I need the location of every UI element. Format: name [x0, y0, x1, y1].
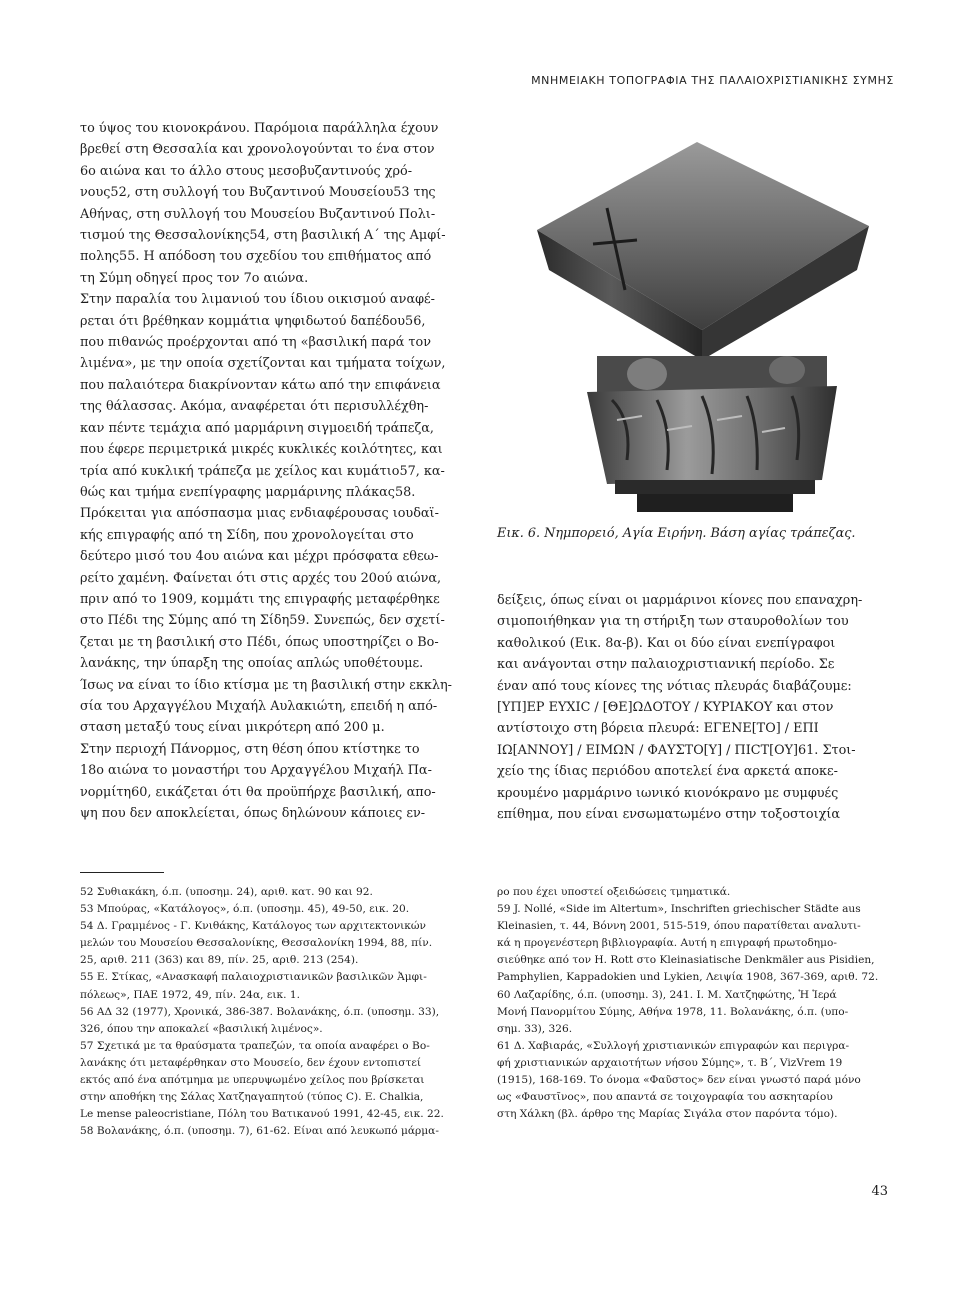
body-line: στο Πέδι της Σύμης από τη Σίδη59. Συνεπώς, δεν σχετί- [80, 613, 445, 629]
footnote-line: ρο που έχει υποστεί οξειδώσεις τμηματικά. [497, 886, 731, 898]
body-line: που παλαιότερα διακρίνονταν κάτω από την επιφάνεια [80, 377, 441, 393]
body-line: πολης55. Η απόδοση του σχεδίου του επιθήματος από [80, 249, 432, 265]
body-line: κής επιγραφής από τη Σίδη, που χρονολογείται στο [80, 527, 414, 543]
footnote-line: 58 Βολανάκης, ό.π. (υποσημ. 7), 61-62. Είναι από λευκωπό μάρμα- [80, 1125, 439, 1138]
page-number: 43 [871, 1184, 888, 1199]
footnote-line: 59 J. Nollé, «Side im Altertum», Inschriften griechischer Städte aus [497, 903, 861, 916]
footnote-line: 52 Συθιακάκη, ό.π. (υποσημ. 24), αριθ. κατ. 90 και 92. [80, 886, 373, 898]
body-line: Πρόκειται για απόσπασμα μιας ενδιαφέρουσας ιουδαϊ- [80, 506, 439, 522]
footnote-divider [80, 872, 164, 873]
body-line: Στην περιοχή Πάνορμος, στη θέση όπου κτίστηκε το [80, 741, 420, 757]
footnote-line: πόλεως», ΠΑΕ 1972, 49, πίν. 24α, εικ. 1. [80, 988, 300, 1001]
footnote-line: φή χριστιανικών αρχαιοτήτων νήσου Σύμης», τ. Β΄, VizVrem 19 [497, 1056, 843, 1069]
body-line: δείξεις, όπως είναι οι μαρμάρινοι κίονες που επαναχρη- [497, 593, 863, 608]
body-line: χείο της ίδιας περιόδου αποτελεί ένα αρκετά αποκε- [497, 764, 839, 780]
capital-illustration [497, 120, 887, 512]
body-text-right-column [497, 590, 887, 825]
running-header: ΜΝΗΜΕΙΑΚΗ ΤΟΠΟΓΡΑΦΙΑ ΤΗΣ ΠΑΛΑΙΟΧΡΙΣΤΙΑΝΙΚΗΣ ΣΥΜΗΣ [531, 74, 894, 87]
footnote-line: 55 Ε. Στίκας, «Ανασκαφή παλαιοχριστιανικῶν βασιλικῶν Ἀμφι- [80, 971, 427, 984]
body-line: αντίστοιχο στη βόρεια πλευρά: ΕΓΕΝΕ[ΤΟ] / ΕΠΙ [497, 721, 819, 737]
body-line: ψη που δεν αποκλείεται, όπως δηλώνουν κάποιες εν- [80, 806, 426, 821]
body-line: καν πέντε τεμάχια από μαρμάρινη σιγμοειδή τράπεζα, [80, 420, 434, 436]
footnote-line: λανάκης ότι μεταφέρθηκαν στο Μουσείο, δεν έχουν εντοπιστεί [80, 1056, 422, 1069]
body-line: 18ο αιώνα το μοναστήρι του Αρχαγγέλου Μιχαήλ Πα- [80, 763, 432, 779]
body-line: επίθημα, που είναι ενσωματωμένο στην τοξοστοιχία [497, 807, 841, 823]
body-line: που πιθανώς προέρχονται από τη «βασιλική παρά τον [80, 335, 431, 351]
figure-caption: Εικ. 6. Νημπορειό, Αγία Ειρήνη. Βάση αγίας τράπεζας. [497, 526, 856, 541]
footnote-line: Μονή Πανορμίτου Σύμης, Αθήνα 1978, 11. Βολανάκης, ό.π. (υπο- [497, 1005, 849, 1018]
footnote-line: σιεύθηκε από τον H. Rott στο Kleinasiatische Denkmäler aus Pisidien, [497, 954, 875, 967]
footnote-line: Pamphylien, Kappadokien und Lykien, Λειψία 1908, 367-369, αριθ. 72. [497, 971, 879, 984]
footnote-line: 57 Σχετικά με τα θραύσματα τραπεζών, τα οποία αναφέρει ο Βο- [80, 1039, 430, 1052]
footnote-line: Kleinasien, τ. 44, Βόννη 2001, 515-519, όπου παρατίθεται αναλυτι- [497, 920, 861, 933]
body-line: της θάλασσας. Ακόμα, αναφέρεται ότι περισυλλέχθη- [80, 399, 429, 415]
footnote-line: Le mense paleocristiane, Πόλη του Βατικανού 1991, 42-45, εικ. 22. [80, 1108, 444, 1121]
footnote-line: στη Χάλκη (βλ. άρθρο της Μαρίας Σιγάλα στον παρόντα τόμο). [497, 1108, 838, 1121]
body-text-left-column [80, 118, 470, 824]
footnote-line: 56 ΑΔ 32 (1977), Χρονικά, 386-387. Βολανάκης, ό.π. (υποσημ. 33), [80, 1005, 440, 1018]
body-line: το ύψος του κιονοκράνου. Παρόμοια παράλληλα έχουν [80, 121, 439, 136]
body-line: Αθήνας, στη συλλογή του Μουσείου Βυζαντινού Πολι- [80, 206, 436, 222]
body-line: που έφερε περιμετρικά μικρές κυκλικές κοιλότητες, και [80, 442, 443, 458]
body-line: ΙΩ[ΑΝΝΟΥ] / ΕΙΜΩΝ / ΦΑΥΣΤΟ[Υ] / ΠΙCΤ[ΟΥ]61. Στοι- [497, 742, 856, 758]
body-line: [ΥΠ]ΕΡ ΕΥΧΙC / [ΘΕ]ΩΔΟΤΟΥ / ΚΥΡΙΑΚΟΥ και στον [497, 700, 834, 716]
body-line: ζεται με τη βασιλική στο Πέδι, όπως υποστηρίζει ο Βο- [80, 634, 439, 650]
footnote-line: σημ. 33), 326. [497, 1022, 573, 1035]
body-line: νορμίτη60, εικάζεται ότι θα προϋπήρχε βασιλική, απο- [80, 784, 436, 800]
body-line: τισμού της Θεσσαλονίκης54, στη βασιλική Α΄ της Αμφί- [80, 228, 446, 244]
body-line: σιμοποιήθηκαν για τη στήριξη των σταυροθολίων του [497, 614, 849, 630]
body-line: καθολικού (Εικ. 8α-β). Και οι δύο είναι ενεπίγραφοι [497, 635, 836, 651]
footnotes-right-column [497, 884, 892, 1123]
body-line: λιμένα», με την οποία σχετίζονται και τμήματα τοίχων, [80, 356, 446, 372]
footnote-line: εκτός από ένα απότμημα με υπερυψωμένο χείλος που βρίσκεται [80, 1074, 425, 1087]
body-line: έναν από τους κίονες της νότιας πλευράς διαβάζουμε: [497, 678, 852, 694]
body-line: δεύτερο μισό του 4ου αιώνα και μέχρι πρόσφατα εθεω- [80, 549, 439, 565]
body-line: Ίσως να είναι το ίδιο κτίσμα με τη βασιλική στην εκκλη- [80, 677, 452, 693]
footnote-line: 25, αριθ. 211 (363) και 89, πίν. 25, αριθ. 213 (254). [80, 954, 359, 967]
footnote-line: μελών του Μουσείου Θεσσαλονίκης, Θεσσαλονίκη 1994, 88, πίν. [80, 937, 433, 950]
photo-altar-table-base [497, 120, 887, 512]
footnote-line: (1915), 168-169. Το όνομα «Φαῦστος» δεν είναι γνωστό παρά μόνο [497, 1074, 861, 1087]
footnote-line: στην αποθήκη της Σάλας Χατζηαγαπητού (τύπος C). Ε. Chalkia, [80, 1091, 424, 1104]
body-line: θώς και τμήμα ενεπίγραφης μαρμάρινης πλάκας58. [80, 484, 416, 500]
body-line: βρεθεί στη Θεσσαλία και χρονολογούνται το ένα στον [80, 142, 435, 158]
footnote-line: 53 Μπούρας, «Κατάλογος», ό.π. (υποσημ. 45), 49-50, εικ. 20. [80, 903, 410, 916]
body-line: λανάκης, την ύπαρξη της οποίας απλώς υποθέτουμε. [80, 656, 424, 672]
body-line: και ανάγονται στην παλαιοχριστιανική περίοδο. Σε [497, 657, 835, 673]
footnote-line: 326, όπου την αποκαλεί «βασιλική λιμένος». [80, 1022, 323, 1035]
body-line: 6ο αιώνα και το άλλο στους μεσοβυζαντινούς χρό- [80, 163, 413, 179]
body-line: πριν από το 1909, κομμάτι της επιγραφής μεταφέρθηκε [80, 591, 440, 607]
body-line: σία του Αρχαγγέλου Μιχαήλ Αυλακιώτη, επειδή η από- [80, 698, 438, 714]
footnote-line: ως «Φαυστῖνος», που απαντά σε τοιχογραφία του ασκηταρίου [497, 1091, 833, 1104]
footnote-line: 60 Λαζαρίδης, ό.π. (υποσημ. 3), 241. Ι. Μ. Χατζηφώτης, Ἡ Ἱερά [497, 988, 837, 1001]
body-line: νους52, στη συλλογή του Βυζαντινού Μουσείου53 της [80, 185, 436, 201]
body-line: τρία από κυκλική τράπεζα με χείλος και κυμάτιο57, κα- [80, 463, 445, 479]
footnotes-left-column [80, 884, 475, 1140]
body-line: κρουμένο μαρμάρινο ιωνικό κιονόκρανο με συμφυές [497, 785, 839, 801]
footnote-line: 54 Δ. Γραμμένος - Γ. Κνιθάκης, Κατάλογος των αρχιτεκτονικών [80, 920, 426, 933]
body-line: ρεται ότι βρέθηκαν κομμάτια ψηφιδωτού δαπέδου56, [80, 313, 426, 329]
footnote-line: 61 Δ. Χαβιαράς, «Συλλογή χριστιανικών επιγραφών και περιγρα- [497, 1039, 850, 1052]
body-line: τη Σύμη οδηγεί προς τον 7ο αιώνα. [80, 270, 309, 286]
body-line: Στην παραλία του λιμανιού του ίδιου οικισμού αναφέ- [80, 292, 436, 308]
body-line: σταση μεταξύ τους είναι μικρότερη από 200 μ. [80, 720, 385, 736]
body-line: ρείτο χαμένη. Φαίνεται ότι στις αρχές του 20ού αιώνα, [80, 570, 442, 586]
footnote-line: κά η προγενέστερη βιβλιογραφία. Αυτή η επιγραφή πρωτοδημο- [497, 937, 837, 950]
